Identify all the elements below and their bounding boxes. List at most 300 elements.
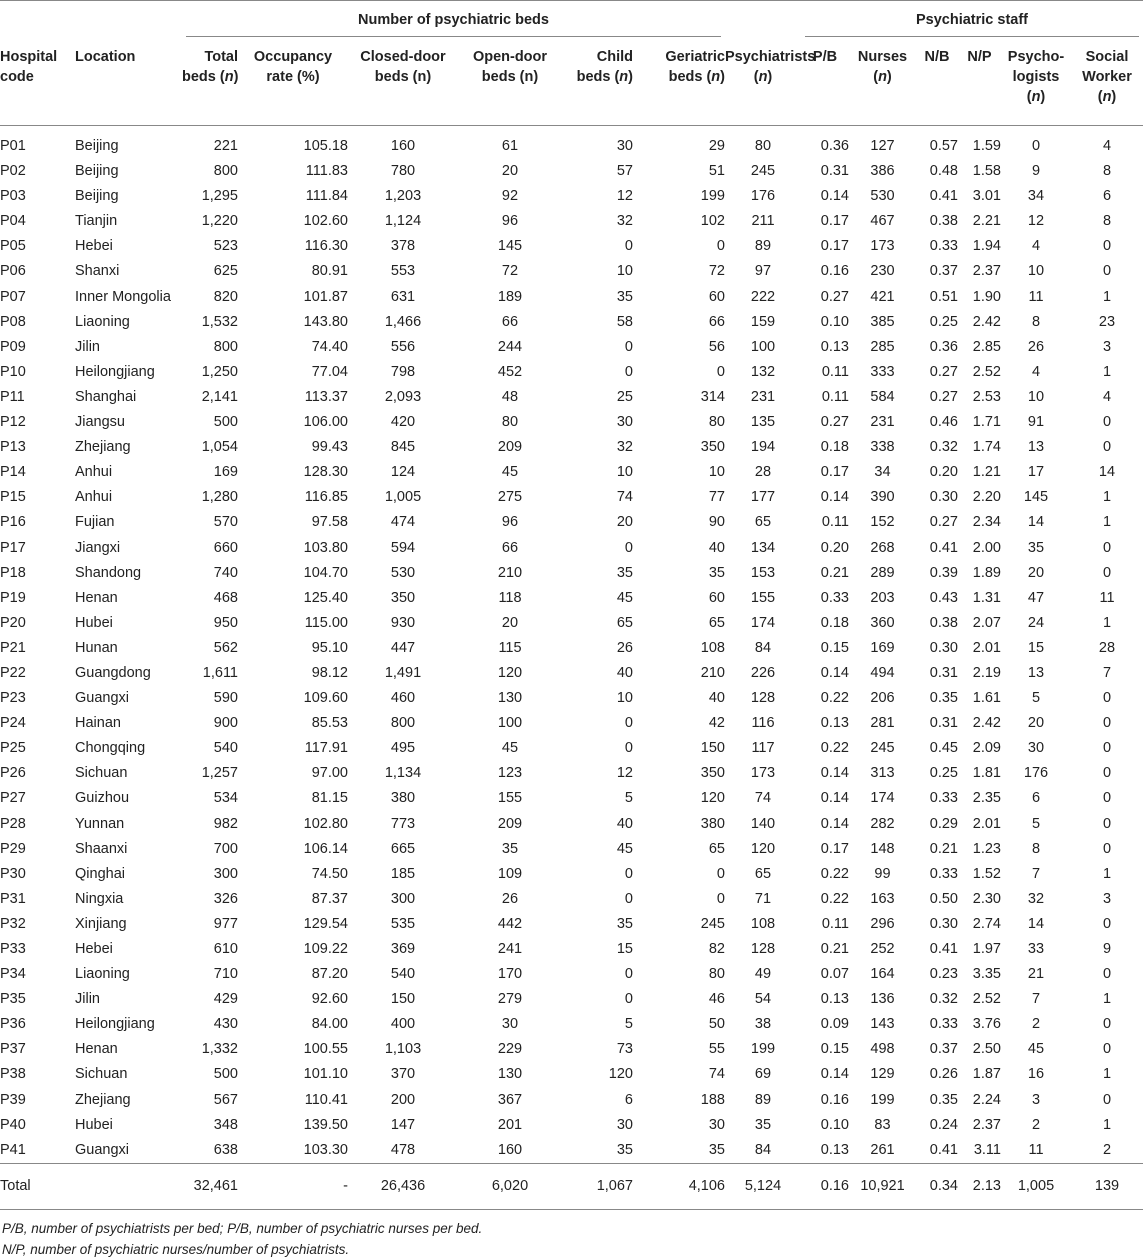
beds-group-header: Number of psychiatric beds [182,1,725,40]
cell-total-beds: 982 [213,815,238,832]
cell-nurses: 467 [870,213,895,230]
column-header-total-beds: Total beds (n) [182,39,238,126]
cell-psychologists: 8 [1031,840,1041,857]
cell-child: 30 [616,1116,633,1133]
cell-closed: 798 [390,363,416,380]
cell-pb: 0.17 [820,840,849,857]
cell-nurses: 285 [870,338,895,355]
cell-code: P33 [0,941,26,957]
cell-geriatric: 108 [700,639,725,656]
cell-code: P25 [0,740,26,757]
cell-psychologists: 35 [1027,539,1045,556]
cell-occupancy: 97.00 [311,765,348,782]
cell-closed: 1,491 [384,664,422,681]
cell-psychiatrists: 245 [750,163,776,180]
cell-social: 0 [1102,840,1112,857]
cell-location: Sichuan [75,765,128,782]
cell-psychiatrists: 54 [754,991,772,1008]
cell-psychiatrists: 173 [750,765,776,782]
cell-code: P19 [0,589,26,606]
cell-code: P15 [0,489,26,506]
cell-open: 120 [497,664,523,681]
cell-occupancy: 100.55 [303,1041,348,1058]
cell-pb: 0.07 [820,966,849,983]
cell-psychologists: 47 [1027,589,1045,606]
cell-nb: 0.25 [929,313,958,330]
column-header-social: Social Worker (n) [1071,39,1143,126]
cell-psychologists: 2 [1031,1016,1041,1033]
cell-occupancy: 101.10 [303,1066,348,1083]
cell-psychiatrists: 120 [750,840,776,857]
table-row [0,987,1143,1012]
cell-open: 48 [501,388,519,405]
cell-psychiatrists: 153 [750,564,776,581]
cell-occupancy: 74.40 [311,338,348,355]
cell-code: P39 [0,1091,26,1108]
cell-location: Guangxi [75,690,130,707]
cell-closed: 2,093 [384,388,422,405]
cell-psychologists: 5 [1031,690,1041,707]
cell-open: 30 [501,1016,519,1033]
cell-closed: 631 [390,288,416,305]
cell-psychiatrists: 38 [754,1016,772,1033]
cell-social: 3 [1102,890,1112,907]
cell-code: P16 [0,514,26,531]
cell-nurses: 173 [870,238,895,255]
group-header-row [0,1,1143,40]
cell-child: 0 [624,363,633,380]
cell-child: 35 [616,564,633,581]
cell-social: 1 [1102,991,1112,1008]
cell-occupancy: 110.41 [304,1091,348,1108]
column-header-psychiatrists: Psychiatrists (n) [725,39,801,126]
cell-open: 452 [497,363,523,380]
cell-total-beds: 800 [213,163,238,180]
cell-nb: 0.30 [929,489,958,506]
cell-social: 0 [1102,966,1112,983]
cell-nb: 0.31 [929,715,958,732]
table-footnotes [0,1210,1143,1260]
cell-nurses: 136 [870,991,895,1008]
cell-psychologists: 33 [1027,941,1045,957]
cell-code: P35 [0,991,26,1008]
cell-np: 2.42 [972,715,1001,732]
cell-child: 65 [616,614,633,631]
cell-code: P03 [0,188,26,205]
cell-code: P11 [0,388,25,405]
cell-psychiatrists: 194 [750,439,776,456]
cell-child: 0 [624,966,633,983]
cell-pb: 0.11 [821,514,849,531]
cell-nurses: 152 [870,514,895,531]
cell-closed: 147 [390,1116,416,1133]
cell-nb: 0.26 [929,1066,958,1083]
cell-open: 145 [497,238,523,255]
cell-occupancy: 97.58 [311,514,348,531]
cell-occupancy: 128.30 [303,464,348,481]
cell-closed: 800 [390,715,416,732]
cell-open: 96 [501,514,519,531]
cell-psychologists: 21 [1027,966,1045,983]
cell-geriatric: 56 [708,338,725,355]
cell-psychiatrists: 155 [750,589,776,606]
cell-np: 2.34 [972,514,1001,531]
cell-np: 1.97 [972,941,1001,957]
cell-open: 118 [498,589,522,606]
table-row [0,586,1143,611]
table-row [0,410,1143,435]
total-cell-psychiatrists: 5,124 [725,1163,801,1209]
cell-open: 244 [497,338,523,355]
cell-geriatric: 80 [708,966,725,983]
cell-nb: 0.30 [929,915,958,932]
cell-location: Sichuan [75,1066,128,1083]
cell-occupancy: 99.43 [311,439,348,456]
cell-psychiatrists: 128 [750,690,776,707]
cell-nurses: 127 [870,138,895,154]
table-row [0,837,1143,862]
cell-pb: 0.11 [821,363,849,380]
cell-child: 10 [616,464,633,481]
cell-social: 28 [1098,639,1116,656]
cell-open: 66 [501,539,519,556]
total-cell-occupancy: - [238,1163,348,1209]
cell-total-beds: 534 [213,790,238,807]
cell-closed: 447 [390,639,416,656]
cell-nurses: 206 [870,690,895,707]
cell-np: 1.23 [972,840,1001,857]
cell-np: 2.01 [972,639,1001,656]
cell-geriatric: 40 [708,539,725,556]
cell-total-beds: 1,054 [201,439,238,456]
cell-closed: 1,203 [384,188,422,205]
column-header-np: N/P [958,39,1001,126]
cell-nb: 0.32 [929,439,958,456]
cell-code: P10 [0,363,26,380]
cell-geriatric: 51 [708,163,725,180]
total-cell-pb: 0.16 [801,1163,849,1209]
cell-code: P27 [0,790,26,807]
cell-geriatric: 77 [708,489,725,506]
cell-nb: 0.35 [929,690,958,707]
cell-geriatric: 314 [700,388,725,405]
cell-nurses: 203 [870,589,895,606]
cell-nb: 0.50 [929,890,958,907]
cell-code: P18 [0,564,26,581]
cell-occupancy: 77.04 [311,363,348,380]
cell-psychiatrists: 65 [754,865,772,882]
cell-pb: 0.27 [820,414,849,431]
table-row [0,887,1143,912]
cell-closed: 350 [390,589,416,606]
table-row [0,360,1143,385]
cell-code: P29 [0,840,26,857]
cell-occupancy: 103.30 [303,1141,348,1158]
cell-pb: 0.13 [820,338,849,355]
cell-code: P06 [0,263,26,280]
cell-psychiatrists: 174 [750,614,776,631]
cell-nb: 0.29 [929,815,958,832]
cell-child: 0 [624,865,633,882]
cell-nurses: 386 [870,163,895,180]
cell-np: 2.01 [972,815,1001,832]
cell-pb: 0.33 [820,589,849,606]
cell-code: P08 [0,313,26,330]
cell-pb: 0.27 [820,288,849,305]
cell-total-beds: 1,611 [202,664,238,681]
cell-nurses: 83 [874,1116,891,1133]
table-row [0,711,1143,736]
cell-social: 1 [1102,288,1112,305]
cell-occupancy: 143.80 [303,313,348,330]
cell-social: 8 [1102,163,1112,180]
cell-closed: 530 [390,564,416,581]
cell-code: P24 [0,715,26,732]
cell-np: 2.85 [972,338,1001,355]
cell-social: 4 [1102,138,1112,154]
cell-code: P23 [0,690,26,707]
cell-total-beds: 638 [213,1141,238,1158]
cell-psychiatrists: 49 [754,966,772,983]
cell-psychiatrists: 84 [754,1141,772,1158]
cell-psychiatrists: 80 [754,138,772,154]
cell-geriatric: 10 [708,464,725,481]
cell-pb: 0.15 [820,639,849,656]
cell-np: 2.74 [972,915,1001,932]
cell-open: 35 [501,840,519,857]
cell-psychiatrists: 65 [754,514,772,531]
cell-nurses: 584 [870,388,895,405]
cell-code: P14 [0,464,26,481]
cell-open: 160 [497,1141,523,1158]
cell-total-beds: 500 [213,414,238,431]
cell-code: P20 [0,614,26,631]
cell-psychologists: 11 [1028,288,1044,305]
cell-np: 2.30 [972,890,1001,907]
cell-total-beds: 169 [213,464,238,481]
cell-nurses: 129 [870,1066,895,1083]
cell-open: 45 [501,740,519,757]
cell-geriatric: 80 [708,414,725,431]
cell-psychologists: 7 [1031,865,1041,882]
cell-location: Shaanxi [75,840,128,857]
cell-closed: 370 [390,1066,416,1083]
cell-pb: 0.21 [820,564,849,581]
cell-child: 120 [608,1066,633,1083]
cell-psychologists: 2 [1031,1116,1041,1133]
cell-geriatric: 72 [708,263,725,280]
cell-nurses: 296 [870,915,895,932]
cell-location: Henan [75,1041,118,1058]
cell-closed: 420 [390,414,416,431]
cell-pb: 0.22 [820,865,849,882]
cell-nb: 0.48 [929,163,958,180]
cell-child: 0 [624,715,633,732]
cell-code: P22 [0,664,26,681]
table-row [0,561,1143,586]
cell-psychiatrists: 84 [754,639,772,656]
table-row [0,126,1143,160]
cell-location: Shanxi [75,263,120,280]
cell-np: 3.01 [972,188,1001,205]
cell-code: P07 [0,288,26,305]
table-body [0,126,1143,1210]
cell-closed: 845 [390,439,416,456]
cell-open: 170 [497,966,523,983]
cell-psychologists: 4 [1031,238,1041,255]
cell-total-beds: 221 [213,138,238,154]
column-header-nb: N/B [916,39,958,126]
cell-nb: 0.21 [929,840,958,857]
cell-open: 80 [501,414,519,431]
cell-code: P05 [0,238,26,255]
cell-nurses: 230 [870,263,895,280]
cell-total-beds: 800 [213,338,238,355]
cell-social: 14 [1098,464,1116,481]
cell-social: 11 [1099,589,1115,606]
cell-nurses: 530 [870,188,895,205]
table-row [0,1037,1143,1062]
cell-code: P36 [0,1016,26,1033]
cell-pb: 0.14 [820,815,849,832]
cell-open: 275 [497,489,523,506]
cell-closed: 160 [390,138,416,154]
cell-open: 100 [497,715,523,732]
cell-child: 12 [616,188,633,205]
column-header-code: Hospital code [0,39,75,126]
staff-group-header: Psychiatric staff [801,1,1143,40]
cell-np: 1.90 [972,288,1001,305]
cell-psychiatrists: 211 [751,213,775,230]
cell-geriatric: 46 [708,991,725,1008]
cell-open: 241 [497,941,523,957]
cell-social: 0 [1102,539,1112,556]
cell-pb: 0.14 [820,489,849,506]
cell-code: P01 [0,138,26,154]
cell-open: 26 [501,890,519,907]
cell-pb: 0.15 [820,1041,849,1058]
cell-np: 2.37 [972,263,1001,280]
cell-occupancy: 102.80 [303,815,348,832]
cell-psychologists: 11 [1028,1141,1044,1158]
cell-open: 155 [497,790,523,807]
cell-np: 1.94 [972,238,1001,255]
cell-closed: 378 [390,238,416,255]
cell-total-beds: 430 [213,1016,238,1033]
cell-location: Hebei [75,941,113,957]
cell-location: Guangdong [75,664,151,681]
cell-open: 20 [501,163,519,180]
cell-occupancy: 95.10 [311,639,348,656]
cell-pb: 0.13 [820,715,849,732]
cell-nb: 0.46 [929,414,958,431]
cell-social: 1 [1102,514,1112,531]
cell-psychiatrists: 97 [754,263,772,280]
cell-child: 0 [624,991,633,1008]
cell-nb: 0.23 [929,966,958,983]
cell-nb: 0.39 [929,564,958,581]
column-header-row [0,39,1143,126]
total-cell-nb: 0.34 [916,1163,958,1209]
cell-psychiatrists: 222 [750,288,776,305]
cell-location: Shandong [75,564,142,581]
cell-geriatric: 74 [708,1066,725,1083]
total-cell-psychologists: 1,005 [1001,1163,1071,1209]
column-header-location: Location [75,39,182,126]
cell-location: Hubei [75,614,113,631]
cell-total-beds: 625 [213,263,238,280]
cell-location: Beijing [75,138,119,154]
cell-nurses: 143 [870,1016,895,1033]
cell-closed: 495 [390,740,416,757]
cell-psychiatrists: 177 [750,489,776,506]
cell-np: 2.09 [972,740,1001,757]
cell-code: P28 [0,815,26,832]
cell-psychologists: 30 [1027,740,1045,757]
cell-closed: 1,134 [384,765,422,782]
cell-nb: 0.45 [929,740,958,757]
cell-location: Jilin [75,991,100,1008]
cell-nb: 0.41 [929,941,958,957]
cell-open: 109 [497,865,523,882]
cell-geriatric: 50 [708,1016,725,1033]
table-row [0,786,1143,811]
cell-occupancy: 111.84 [305,188,348,205]
cell-np: 3.76 [972,1016,1001,1033]
cell-psychiatrists: 159 [750,313,776,330]
cell-closed: 300 [390,890,416,907]
cell-np: 2.52 [972,991,1001,1008]
total-cell-child: 1,067 [562,1163,633,1209]
total-cell-np: 2.13 [958,1163,1001,1209]
cell-social: 7 [1102,664,1112,681]
cell-np: 2.35 [972,790,1001,807]
cell-location: Jiangxi [75,539,121,556]
cell-psychologists: 32 [1027,890,1045,907]
cell-child: 0 [624,740,633,757]
footnote: P/B, number of psychiatrists per bed; P/B, number of psychiatric nurses per bed. [2,1220,483,1236]
cell-pb: 0.36 [820,138,849,154]
total-row [0,1163,1143,1209]
cell-open: 123 [497,765,523,782]
cell-geriatric: 42 [708,715,725,732]
cell-open: 209 [497,439,523,456]
cell-pb: 0.10 [820,1116,849,1133]
column-header-child: Child beds (n) [562,39,633,126]
cell-nurses: 421 [870,288,895,305]
cell-location: Qinghai [75,865,125,882]
cell-psychologists: 145 [1023,489,1049,506]
cell-location: Jiangsu [75,414,125,431]
cell-occupancy: 113.37 [304,388,348,405]
cell-psychologists: 13 [1027,439,1045,456]
cell-np: 2.20 [972,489,1001,506]
cell-psychologists: 4 [1031,363,1041,380]
table-row [0,285,1143,310]
cell-nb: 0.41 [929,1141,958,1158]
cell-nb: 0.37 [929,1041,958,1058]
cell-social: 0 [1102,1091,1112,1108]
cell-psychologists: 45 [1027,1041,1045,1058]
cell-psychologists: 13 [1027,664,1045,681]
cell-total-beds: 1,250 [201,363,238,380]
cell-geriatric: 120 [700,790,725,807]
table-row [0,435,1143,460]
cell-geriatric: 30 [708,1116,725,1133]
cell-geriatric: 35 [708,564,725,581]
cell-code: P26 [0,765,26,782]
cell-occupancy: 106.00 [303,414,348,431]
